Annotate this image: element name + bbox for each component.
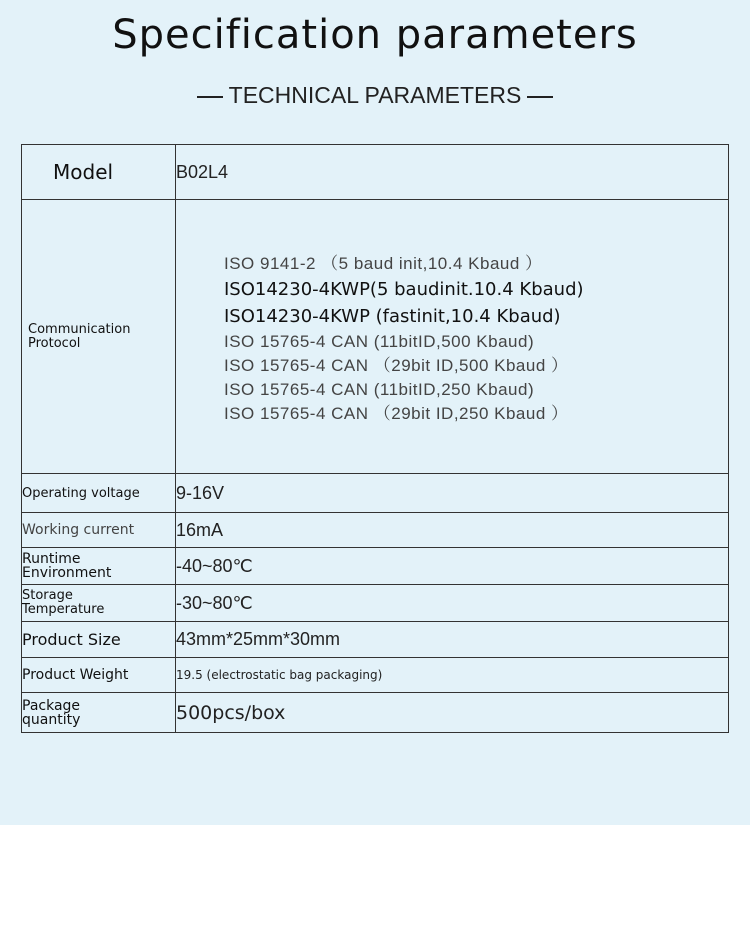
table-row-current	[22, 513, 729, 548]
storage-label	[22, 585, 176, 622]
left-dash	[197, 96, 223, 98]
storage-label-line2: Temperature	[22, 602, 105, 617]
protocol-label-line1: Communication	[28, 321, 131, 337]
voltage-value: 9-16V	[176, 474, 729, 513]
protocol-line: ISO 15765-4 CAN （29bit ID,250 Kbaud ）	[224, 404, 569, 423]
page-title: Specification parameters	[112, 12, 638, 58]
table-row-protocol	[22, 200, 729, 474]
package-label-line1: Package	[22, 697, 81, 714]
weight-label: Product Weight	[22, 658, 176, 693]
storage-label-line1: Storage	[22, 588, 73, 603]
protocol-label	[22, 200, 176, 474]
package-label	[22, 693, 176, 733]
package-value: 500pcs/box	[176, 693, 729, 733]
protocol-label-line2: Protocol	[28, 335, 81, 351]
model-value: B02L4	[176, 145, 729, 200]
runtime-label	[22, 548, 176, 585]
table-row-package	[22, 693, 729, 733]
protocol-line: ISO 15765-4 CAN (11bitID,250 Kbaud)	[224, 380, 535, 399]
runtime-label-line1: Runtime	[22, 551, 81, 567]
spec-table	[21, 144, 729, 733]
protocol-line: ISO14230-4KWP(5 baudinit.10.4 Kbaud)	[224, 279, 584, 300]
protocol-line: ISO 15765-4 CAN （29bit ID,500 Kbaud ）	[224, 356, 569, 375]
protocol-line: ISO 15765-4 CAN (11bitID,500 Kbaud)	[224, 332, 535, 351]
size-value: 43mm*25mm*30mm	[176, 622, 729, 658]
right-dash	[527, 96, 553, 98]
table-row-weight	[22, 658, 729, 693]
table-row-model	[22, 145, 729, 200]
table-row-storage	[22, 585, 729, 622]
table-row-voltage	[22, 474, 729, 513]
runtime-value: -40~80℃	[176, 548, 729, 585]
protocol-value	[176, 200, 729, 474]
model-label: Model	[22, 145, 176, 200]
package-label-line2: quantity	[22, 711, 81, 728]
size-label: Product Size	[22, 622, 176, 658]
page-subtitle	[0, 82, 750, 109]
subtitle-text: TECHNICAL PARAMETERS	[228, 82, 522, 108]
table-row-size	[22, 622, 729, 658]
runtime-label-line2: Environment	[22, 565, 112, 581]
current-label: Working current	[22, 513, 176, 548]
voltage-label: Operating voltage	[22, 474, 176, 513]
protocol-line: ISO14230-4KWP (fastinit,10.4 Kbaud)	[224, 306, 561, 327]
protocol-line: ISO 9141-2 （5 baud init,10.4 Kbaud ）	[224, 254, 543, 273]
current-value: 16mA	[176, 513, 729, 548]
storage-value: -30~80℃	[176, 585, 729, 622]
table-row-runtime	[22, 548, 729, 585]
weight-value: 19.5 (electrostatic bag packaging)	[176, 658, 729, 693]
